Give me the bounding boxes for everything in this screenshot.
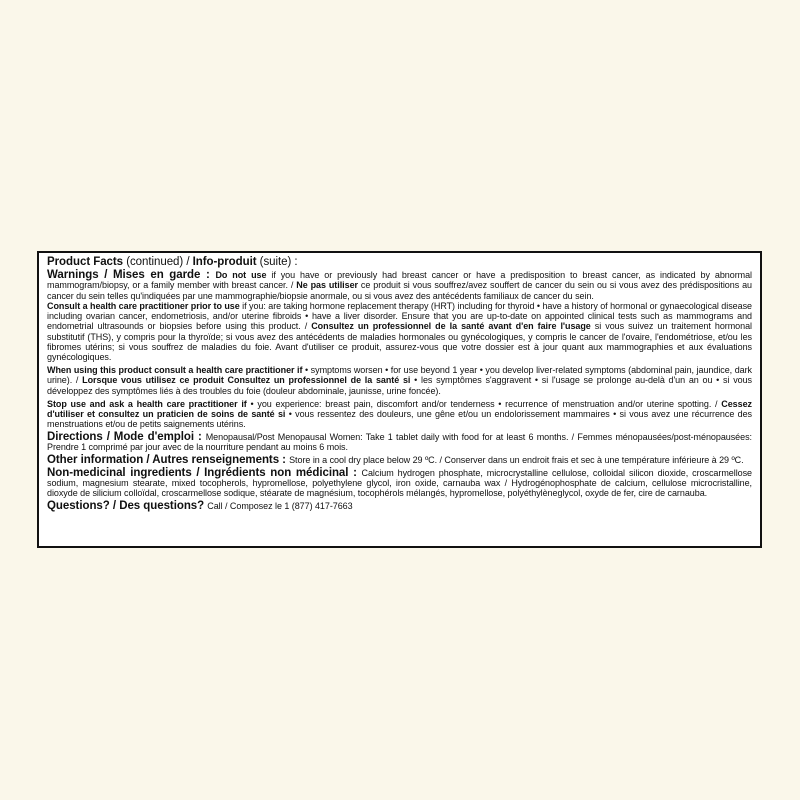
directions-section: Directions / Mode d'emploi : Menopausal/Post Menopausal Women: Take 1 tablet daily with food for at least 6 months. / Femmes ménopausées/post-ménopausées: Prendre 1 comprimé par jour avec de la nourriture pendant au moins 6 mois. <box>47 430 752 453</box>
questions-section: Questions? / Des questions? Call / Composez le 1 (877) 417-7663 <box>47 500 353 513</box>
stop-use-section: Stop use and ask a health care practitioner if • you experience: breast pain, discomfort and/or tenderness • recurrence of menstruation and/or uterine spotting. / Cessez d'utiliser et consultez un praticien de soins de santé si • vous ressentez des douleurs, une gêne et/ou un endolorissement mammaires • si vous avez une récurrence des menstruations et/ou de petits saignements utérins. <box>47 398 753 430</box>
consult-heading-en: Consult a health care practitioner prior to use <box>47 300 240 311</box>
panel-title: Product Facts (continued) / Info-produit (suite) : <box>47 256 298 268</box>
product-facts-panel <box>37 251 762 548</box>
when-using-section: When using this product consult a health care practitioner if • symptoms worsen • for use beyond 1 year • you develop liver-related symptoms (abdominal pain, jaundice, dark urine). / Lorsque vous utilisez ce produit Consultez un professionnel de la santé si • les symptômes s'aggravent • si l'usage se prolonge au-delà d'un an ou • si vous développez des symptômes liés à des troubles du foie (douleur abdominale, jaunisse, urine foncée). <box>47 365 753 396</box>
consult-heading-fr: Consultez un professionnel de la santé avant d'en faire l'usage <box>311 321 591 332</box>
warnings-section: Warnings / Mises en garde : Do not use if you have or previously had breast cancer or have a predisposition to breast cancer, as indicated by abnormal mammogram/biopsy, or a family member with breast cancer. / Ne pas utiliser ce produit si vous souffrez/avez souffert de cancer du sein ou si vous avez des prédispositions au cancer du sein telles qu'indiquées par une mammographie/biopsie anormale, ou si vous avez des antécédents familiaux de cancer du sein. Consult a health care practitioner prior to use if you: are taking hormone replacement therapy (HRT) including for thyroid • have a history of hormonal or gynaecological disease including ovarian cancer, endometriosis, and/or uterine fibroids • have a liver disorder. Ensure that you are up-to-date on appointed clinical tests such as mammograms and endometrial ultrasounds or biopsies before using this product. / Consultez un professionnel de la santé avant d'en faire l'usage si vous suivez un traitement hormonal substitutif (THS), y compris pour la thyroïde; si vous avez des antécédents de maladies hormonales ou gynécologiques, y compris le cancer de l'ovaire, l'endométriose, et/ou les fibromes utérins; si vous souffrez de maladies du foie. Avant d'utiliser ce produit, assurez-vous que votre dossier est à jour quant aux mammographies et aux évaluations gynécologiques. <box>47 269 753 363</box>
other-info-section: Other information / Autres renseignements : Store in a cool dry place below 29 ºC. / Conserver dans un endroit frais et sec à une température inférieure à 29 ºC. <box>47 454 744 467</box>
warnings-heading: Warnings / Mises en garde : <box>47 269 216 281</box>
non-medicinal-section: Non-medicinal ingredients / Ingrédients non médicinal : Calcium hydrogen phosphate, microcrystalline cellulose, colloidal silicon dioxide, croscarmellose sodium, magnesium stearate, mixed tocopherols, hypromellose, polyethylene glycol, iron oxide, carnauba wax / Hydrogénophosphate de calcium, cellulose microcristalline, dioxyde de silicium colloïdal, croscarmellose sodique, stéarate de magnésium, tocophérols mélangés, hypromellose, polyéthylèneglycol, oxyde de fer, cire de carnauba. <box>47 466 753 499</box>
